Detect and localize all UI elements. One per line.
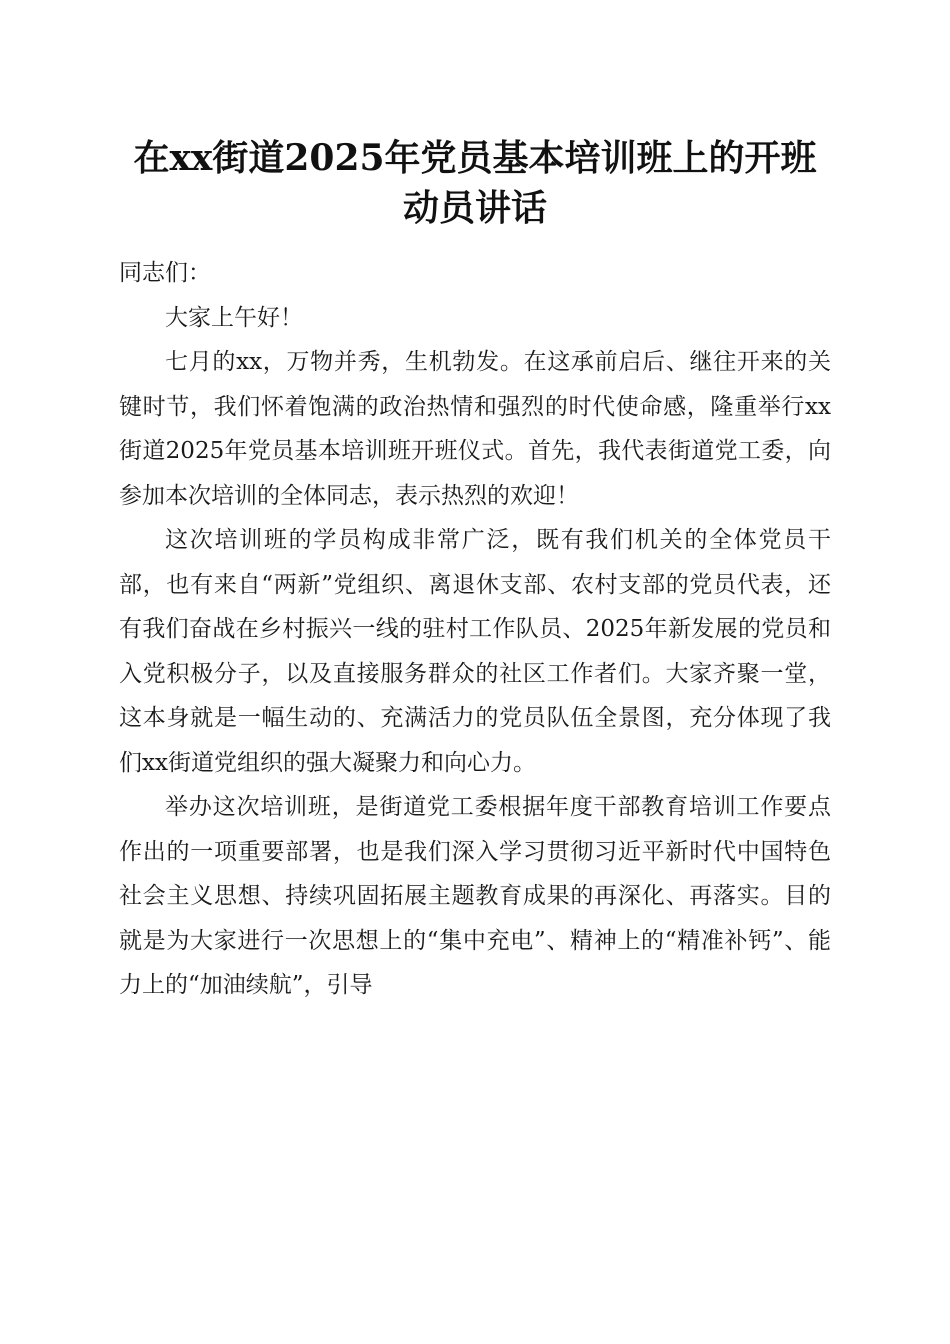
document-body: [119, 251, 831, 1008]
document-title: 在xx街道2025年党员基本培训班上的开班动员讲话: [133, 137, 817, 229]
paragraph-participants: 这次培训班的学员构成非常广泛，既有我们机关的全体党员干部，也有来自“两新”党组织、离退休支部、农村支部的党员代表，还有我们奋战在乡村振兴一线的驻村工作队员、2025年新发展的党员和入党积极分子，以及直接服务群众的社区工作者们。大家齐聚一堂，这本身就是一幅生动的、充满活力的党员队伍全景图，充分体现了我们xx街道党组织的强大凝聚力和向心力。: [119, 527, 831, 776]
greeting: 大家上午好！: [165, 304, 303, 331]
paragraph-purpose: 举办这次培训班，是街道党工委根据年度干部教育培训工作要点作出的一项重要部署，也是我们深入学习贯彻习近平新时代中国特色社会主义思想、持续巩固拓展主题教育成果的再深化、再落实。目的就是为大家进行一次思想上的“集中充电”、精神上的“精准补钙”、能力上的“加油续航”，引导: [119, 794, 831, 998]
paragraph-opening: 七月的xx，万物并秀，生机勃发。在这承前启后、继往开来的关键时节，我们怀着饱满的政治热情和强烈的时代使命感，隆重举行xx街道2025年党员基本培训班开班仪式。首先，我代表街道党工委，向参加本次培训的全体同志，表示热烈的欢迎！: [119, 349, 831, 509]
salutation: 同志们：: [119, 260, 211, 286]
